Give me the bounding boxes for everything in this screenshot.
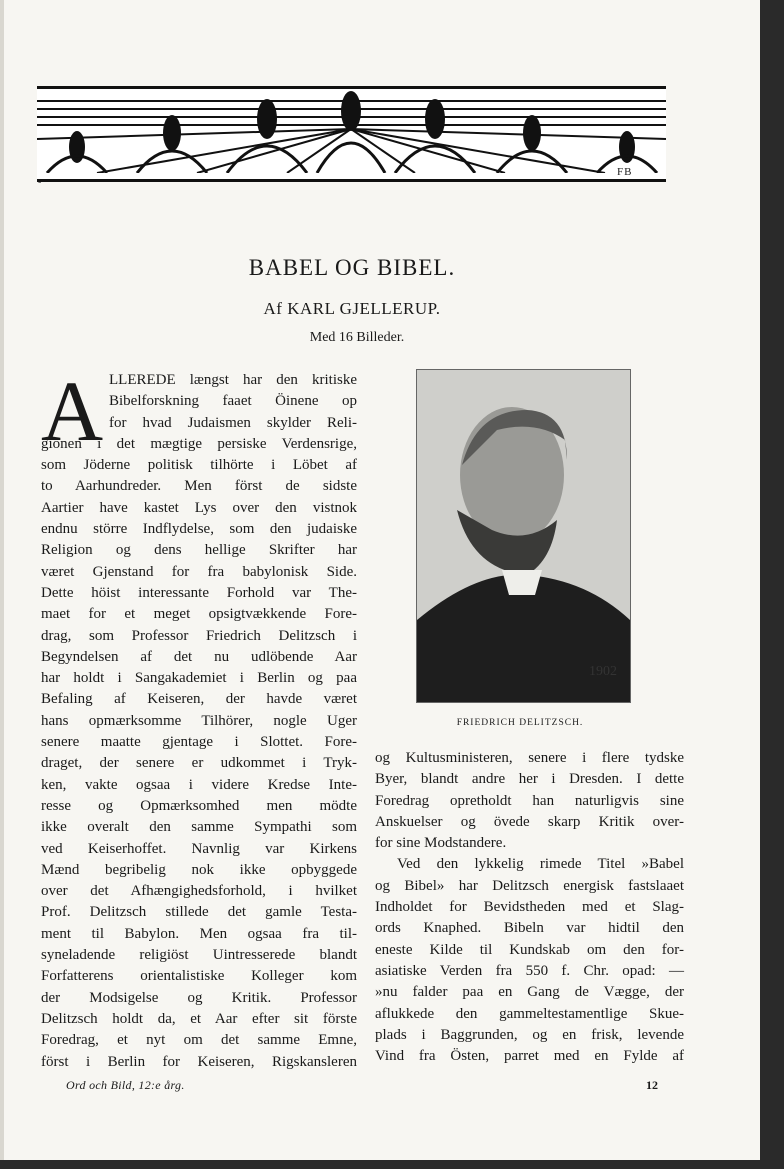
text-line: Bibelforskning faaet Öinene op — [109, 393, 357, 410]
article-subtitle: Med 16 Billeder. — [309, 330, 405, 345]
text-column-right — [375, 748, 684, 1067]
text-line: som Jöderne politisk tilhörte i Löbet af — [41, 457, 357, 474]
text-line: asiatiske Verden fra 550 f. Chr. opad: — — [375, 962, 684, 979]
text-line: ikke overalt den samme Sympathi som — [41, 819, 357, 836]
text-line: for sine Modstandere. — [375, 835, 507, 852]
text-line: LLEREDE længst har den kritiske — [109, 372, 357, 388]
text-line: Forfatterens orientalistiske Kolleger kom — [41, 968, 357, 985]
drop-cap: A — [41, 363, 104, 459]
text-line: Religion og dens hellige Skrifter har — [41, 542, 357, 559]
text-line: först i Berlin for Keiseren, Rigskansleren — [41, 1053, 357, 1070]
text-line: syneladende religiöst Uintresserede blandt — [41, 947, 357, 964]
text-line: ment til Babylon. Men ogsaa fra til- — [41, 925, 357, 942]
text-line: har holdt i Sangakademiet i Berlin og paa — [41, 670, 357, 687]
text-line: der Modsigelse og Kritik. Professor — [41, 989, 357, 1006]
text-line: Befaling af Keiseren, der havde været — [41, 691, 357, 708]
text-line: aflukkede den gammeltestamentlige Skue- — [375, 1005, 684, 1022]
text-line: resse og Opmærksomhed men mödte — [41, 797, 357, 814]
text-line: »nu falder paa en Gang de Vægge, der — [375, 984, 684, 1001]
text-line: Indholdet for Bevidstheden med et Slag- — [375, 899, 684, 916]
text-line: ords Knaphed. Bibeln var hidtil den — [375, 920, 684, 937]
photo-year-mark: 1902 — [589, 664, 617, 679]
text-line: Dette höist interessante Forhold var The- — [41, 584, 357, 601]
text-line: drag, som Professor Friedrich Delitzsch i — [41, 627, 357, 644]
text-line: senere maatte gjentage i Slottet. Fore- — [41, 734, 357, 751]
figure-caption: FRIEDRICH DELITZSCH. — [456, 718, 584, 728]
article-title: BABEL OG BIBEL. — [248, 255, 456, 280]
text-line: Delitzsch holdt da, et Aar efter sit förste — [41, 1010, 357, 1027]
text-line: Vind fra Östen, parret med en Fylde af — [375, 1048, 684, 1065]
text-line: været Gjenstand for fra babylonisk Side. — [41, 563, 357, 580]
portrait-photo — [416, 369, 631, 703]
text-line: for hvad Judaismen skylder Reli- — [109, 414, 357, 431]
header-banner — [37, 86, 666, 182]
text-line: draget, der senere er udkommet i Tryk- — [41, 755, 357, 772]
text-line: ken, vakte ogsaa i videre Kredse Inte- — [41, 776, 357, 793]
portrait-illustration — [417, 370, 630, 702]
text-line: Ved den lykkelig rimede Titel »Babel — [397, 856, 684, 873]
page-number: 12 — [646, 1078, 658, 1092]
text-line: Prof. Delitzsch stillede det gamle Testa- — [41, 904, 357, 921]
text-line: endnu större Indflydelse, som den judaiske — [41, 521, 357, 538]
article-author: Af KARL GJELLERUP. — [263, 299, 441, 318]
text-line: maet for et meget opsigtvækkende Fore- — [41, 606, 357, 623]
text-column-left — [41, 363, 357, 1073]
text-line: ved Keiserhoffet. Navnlig var Kirkens — [41, 840, 357, 857]
text-line: Aartier have kastet Lys over den vistnok — [41, 499, 357, 516]
margin-mark: - — [38, 177, 42, 188]
journal-footer: Ord och Bild, 12:e årg. — [66, 1078, 185, 1092]
text-line: Byer, blandt andre her i Dresden. I dette — [375, 771, 684, 788]
text-line: og Kultusministeren, senere i flere tydske — [375, 750, 684, 766]
text-line: Foredrag opretholdt han naturligvis sine — [375, 792, 684, 809]
illustrator-monogram: FB — [617, 166, 633, 178]
banner-illustration — [37, 89, 666, 173]
text-line: Mænd begribelig nok ikke opbyggede — [41, 861, 357, 878]
text-line: gionen i det mægtige persiske Verdensrige, — [41, 435, 357, 452]
text-line: plads i Baggrunden, og en frisk, levende — [375, 1026, 684, 1043]
text-line: og Bibel» har Delitzsch energisk fastslaaet — [375, 877, 684, 894]
text-line: Anskuelser og övede skarp Kritik over- — [375, 813, 684, 830]
text-line: to Aarhundreder. Men först de sidste — [41, 478, 357, 495]
text-line: over det Afhængighedsforhold, i hvilket — [41, 883, 357, 900]
text-line: hans opmærksomme Tilhörer, nogle Uger — [41, 712, 357, 729]
text-line: Begyndelsen af det nu udlöbende Aar — [41, 648, 357, 665]
text-line: eneste Kilde til Kundskab om den for- — [375, 941, 684, 958]
page-edge — [0, 0, 4, 1160]
text-line: Foredrag, et nyt om det samme Emne, — [41, 1032, 357, 1049]
